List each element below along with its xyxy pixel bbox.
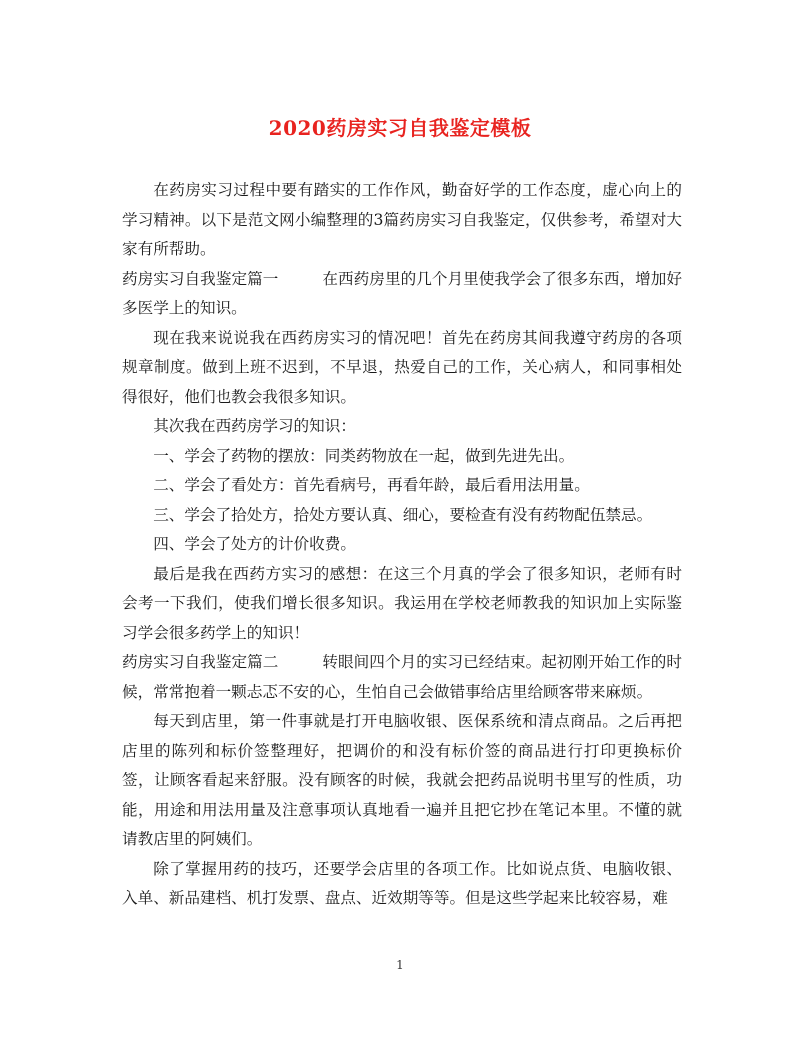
- intro-paragraph: 在药房实习过程中要有踏实的工作作风，勤奋好学的工作态度，虚心向上的学习精神。以下是范文网小编整理的3篇药房实习自我鉴定，仅供参考，希望对大家有所帮助。: [122, 181, 682, 258]
- paragraph-last: 最后是我在西药方实习的感想：在这三个月真的学会了很多知识，老师有时会考一下我们，使我们增长很多知识。我运用在学校老师教我的知识加上实际鉴习学会很多药学上的知识！: [122, 564, 682, 642]
- paragraph-daily: 每天到店里，第一件事就是打开电脑收银、医保系统和清点商品。之后再把店里的陈列和标价签整理好，把调价的和没有标价签的商品进行打印更换标价签，让顾客看起来舒服。没有顾客的时候，我就会把药品说明书里写的性质，功能，用途和用法用量及注意事项认真地看一遍并且把它抄在笔记本里。不懂的就请教店里的阿姨们。: [122, 712, 682, 848]
- list-item-2: 二、学会了看处方：首先看病号，再看年龄，最后看用法用量。: [153, 476, 590, 494]
- section-two-heading: 药房实习自我鉴定篇二: [122, 653, 279, 671]
- page-number: 1: [396, 958, 404, 972]
- section-two-paragraph: [122, 648, 682, 707]
- document-title: 2020药房实习自我鉴定模板: [268, 116, 532, 140]
- section-one-lead: 在西药房里的几个月里使我学会了很多东西，增加好多医学上的知识。: [122, 269, 682, 317]
- section-two-lead: 转眼间四个月的实习已经结束。起初刚开始工作的时候，常常抱着一颗忐忑不安的心，生怕自己会做错事给店里给顾客带来麻烦。: [122, 653, 682, 701]
- paragraph-skills: 除了掌握用药的技巧，还要学会店里的各项工作。比如说点货、电脑收银、入单、新品建档、机打发票、盘点、近效期等等。但是这些学起来比较容易，难: [122, 859, 682, 907]
- section-one-paragraph: [122, 265, 682, 324]
- list-item-3: 三、学会了拾处方，拾处方要认真、细心，要检查有没有药物配伍禁忌。: [153, 505, 653, 524]
- list-item-1: 一、学会了药物的摆放：同类药物放在一起，做到先进先出。: [153, 446, 575, 465]
- list-item-4: 四、学会了处方的计价收费。: [153, 535, 356, 553]
- section-one-heading: 药房实习自我鉴定篇一: [122, 269, 279, 288]
- paragraph-now: 现在我来说说我在西药房实习的情况吧！首先在药房其间我遵守药房的各项规章制度。做到上班不迟到，不早退，热爱自己的工作，关心病人，和同事相处得很好，他们也教会我很多知识。: [122, 328, 682, 406]
- document-body: [122, 176, 682, 914]
- paragraph-next: 其次我在西药房学习的知识：: [153, 417, 356, 435]
